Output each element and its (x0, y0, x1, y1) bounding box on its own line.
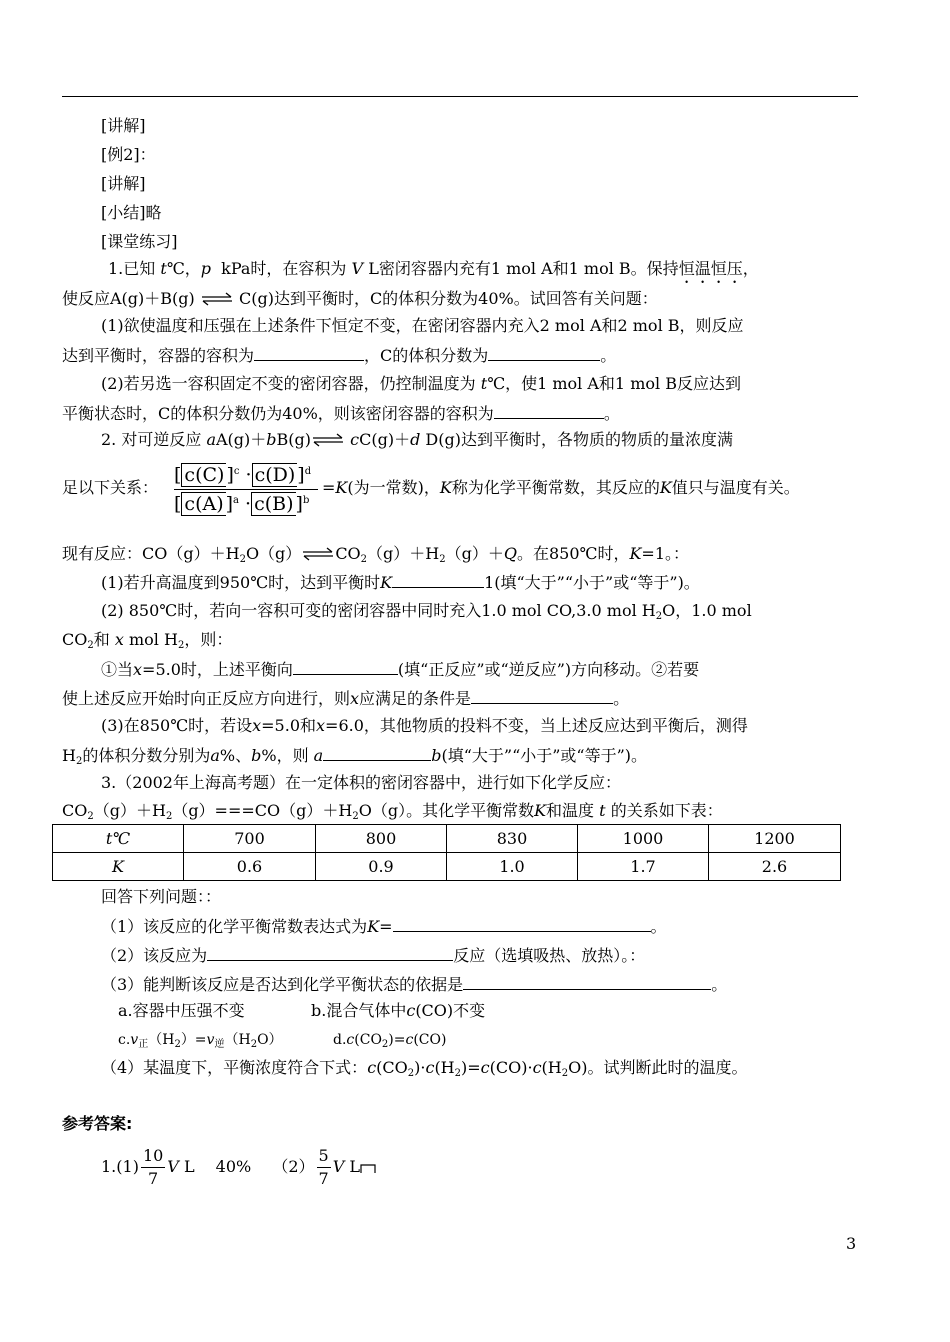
header-rule (62, 96, 858, 97)
answer-blank[interactable] (392, 572, 484, 588)
q1-part1-line2: 达到平衡时，容器的容积为 ，C的体积分数为 。 (62, 346, 617, 365)
answer-blank[interactable] (494, 403, 604, 419)
q2-line3: 现有反应：$CO(g)+H_2O(g)$ $CO_2(g)+H_2(g)+Q$。在850℃时，K=1。： (62, 544, 689, 565)
table-cell: 0.9 (316, 853, 447, 881)
table-row (53, 825, 841, 853)
reversible-arrow-icon (200, 292, 234, 306)
q2-line1: 2. 对可逆反应 aA(g)＋bB(g) cC(g)＋d D(g)达到平衡时，各物质的物质的量浓度满 (101, 430, 733, 449)
answer-blank[interactable] (254, 345, 364, 361)
label-jiangjie-2: [讲解] (101, 174, 146, 193)
label-jiangjie-1: [讲解] (101, 116, 146, 135)
q3-option-b: b.混合气体中c(CO)不变 (311, 1001, 486, 1020)
table-cell: t℃ (53, 825, 184, 853)
answer-blank[interactable] (207, 945, 453, 961)
q3-answer-heading: 回答下列问题：： (101, 887, 222, 906)
label-class-practice: [课堂练习] (101, 232, 178, 251)
answers-title: 参考答案: (62, 1114, 133, 1133)
answer-blank[interactable] (488, 345, 600, 361)
table-row (53, 853, 841, 881)
q2-part2-line1: (2) 850℃时，若向一容积可变的密闭容器中同时充入1.0 mol CO,3.0 mol $H_2O$，1.0 mol (101, 601, 752, 622)
fraction: $\frac{5}{7}$ (318, 1146, 329, 1188)
answer-blank[interactable] (393, 916, 651, 932)
answer-blank[interactable] (463, 974, 711, 990)
answer-blank[interactable] (293, 659, 398, 675)
q2-part2-condition2: 使上述反应开始时向正反应方向进行，则x应满足的条件是 。 (62, 689, 630, 708)
q2-part2-condition1: ①当x=5.0时，上述平衡向 (填“正反应”或“逆反应”)方向移动。②若要 (101, 660, 700, 679)
label-summary: [小结]略 (101, 203, 162, 222)
q3-option-d: $d.c(CO_2)=c(CO)$ (333, 1032, 447, 1050)
q3-sub4: （4）某温度下，平衡浓度符合下式：$c(CO_2)\cdot c(H_2)=c(CO)\cdot c(H_2O)$。试判断此时的温度。 (101, 1058, 748, 1079)
equilibrium-constant-fraction: [ c(C) ]$^c$ · c(D) ]$^d$ [ c(A) ]$^a$ · c(B) ]$^b$ (174, 461, 318, 518)
q2-line2-lead: 足以下关系： (62, 478, 159, 497)
fraction: $\frac{10}{7}$ (142, 1146, 164, 1188)
reversible-arrow-icon (311, 433, 345, 447)
q3-sub2: （2）该反应为 反应（选填吸热、放热）。： (101, 946, 646, 965)
table-cell: 800 (316, 825, 447, 853)
table-cell: 830 (447, 825, 578, 853)
equilibrium-constant-table (52, 824, 841, 881)
q3-option-c: $c.v_正(H_2)=v_逆(H_2O)$ (118, 1032, 283, 1050)
q3-sub1: （1）该反应的化学平衡常数表达式为K= 。 (101, 917, 667, 936)
table-cell: K (53, 853, 184, 881)
answer-blank[interactable] (471, 688, 613, 704)
table-cell: 0.6 (184, 853, 316, 881)
page-number: 3 (846, 1234, 857, 1253)
answer-blank[interactable] (323, 745, 431, 761)
q1-part2-line1: (2)若另选一容积固定不变的密闭容器，仍控制温度为 t℃，使1 mol A和1 mol B反应达到 (101, 374, 741, 393)
q3-option-a: a.容器中压强不变 (118, 1001, 245, 1020)
label-example-2: [例2]： (101, 145, 156, 164)
q2-part2-line2: $CO_2$和 x mol $H_2$，则： (62, 630, 233, 651)
table-cell: 1.0 (447, 853, 578, 881)
q1-part2-line2: 平衡状态时，C的体积分数仍为40%，则该密闭容器的容积为 。 (62, 404, 620, 423)
q3-line2: $CO_2(g)+H_2(g)===CO(g)+H_2O(g)$。其化学平衡常数K和温度 t 的关系如下表： (62, 801, 723, 822)
table-cell: 1200 (709, 825, 841, 853)
q3-sub3: （3）能判断该反应是否达到化学平衡状态的依据是 。 (101, 975, 728, 994)
table-cell: 700 (184, 825, 316, 853)
table-cell: 1000 (578, 825, 709, 853)
answers-line1: 1.(1) $\frac{10}{7}$ V L 40% （2） $\frac{5}{7}$ V L (101, 1144, 376, 1190)
bracket-mark-icon (360, 1162, 376, 1174)
q2-part3-line1: (3)在850℃时，若设x=5.0和x=6.0，其他物质的投料不变，当上述反应达到平衡后，测得 (101, 716, 748, 735)
q2-part3-line2: $H_2$的体积分数分别为a%、b%，则 a b(填“大于”“小于”或“等于”)。 (62, 746, 648, 767)
q3-line1: 3.（2002年上海高考题）在一定体积的密闭容器中，进行如下化学反应： (101, 773, 621, 792)
reversible-arrow-icon (301, 547, 335, 561)
q1-line2: 使反应A(g)＋B(g) C(g)达到平衡时，C的体积分数为40%。试回答有关问题： (62, 289, 658, 308)
q1-line1: 1.已知 t℃，p kPa时，在容积为 V L密闭容器内充有1 mol A和1 mol B。保持恒温恒压， (108, 259, 759, 278)
table-cell: 2.6 (709, 853, 841, 881)
emphasis-text: 恒温恒压 (678, 259, 743, 278)
q1-part1-line1: (1)欲使温度和压强在上述条件下恒定不变，在密闭容器内充入2 mol A和2 mol B，则反应 (101, 316, 744, 335)
table-cell: 1.7 (578, 853, 709, 881)
q2-line2-rest: =K(为一常数)，K称为化学平衡常数，其反应的K值只与温度有关。 (322, 478, 800, 497)
q2-part1: (1)若升高温度到950℃时，达到平衡时K 1(填“大于”“小于”或“等于”)。 (101, 573, 700, 592)
